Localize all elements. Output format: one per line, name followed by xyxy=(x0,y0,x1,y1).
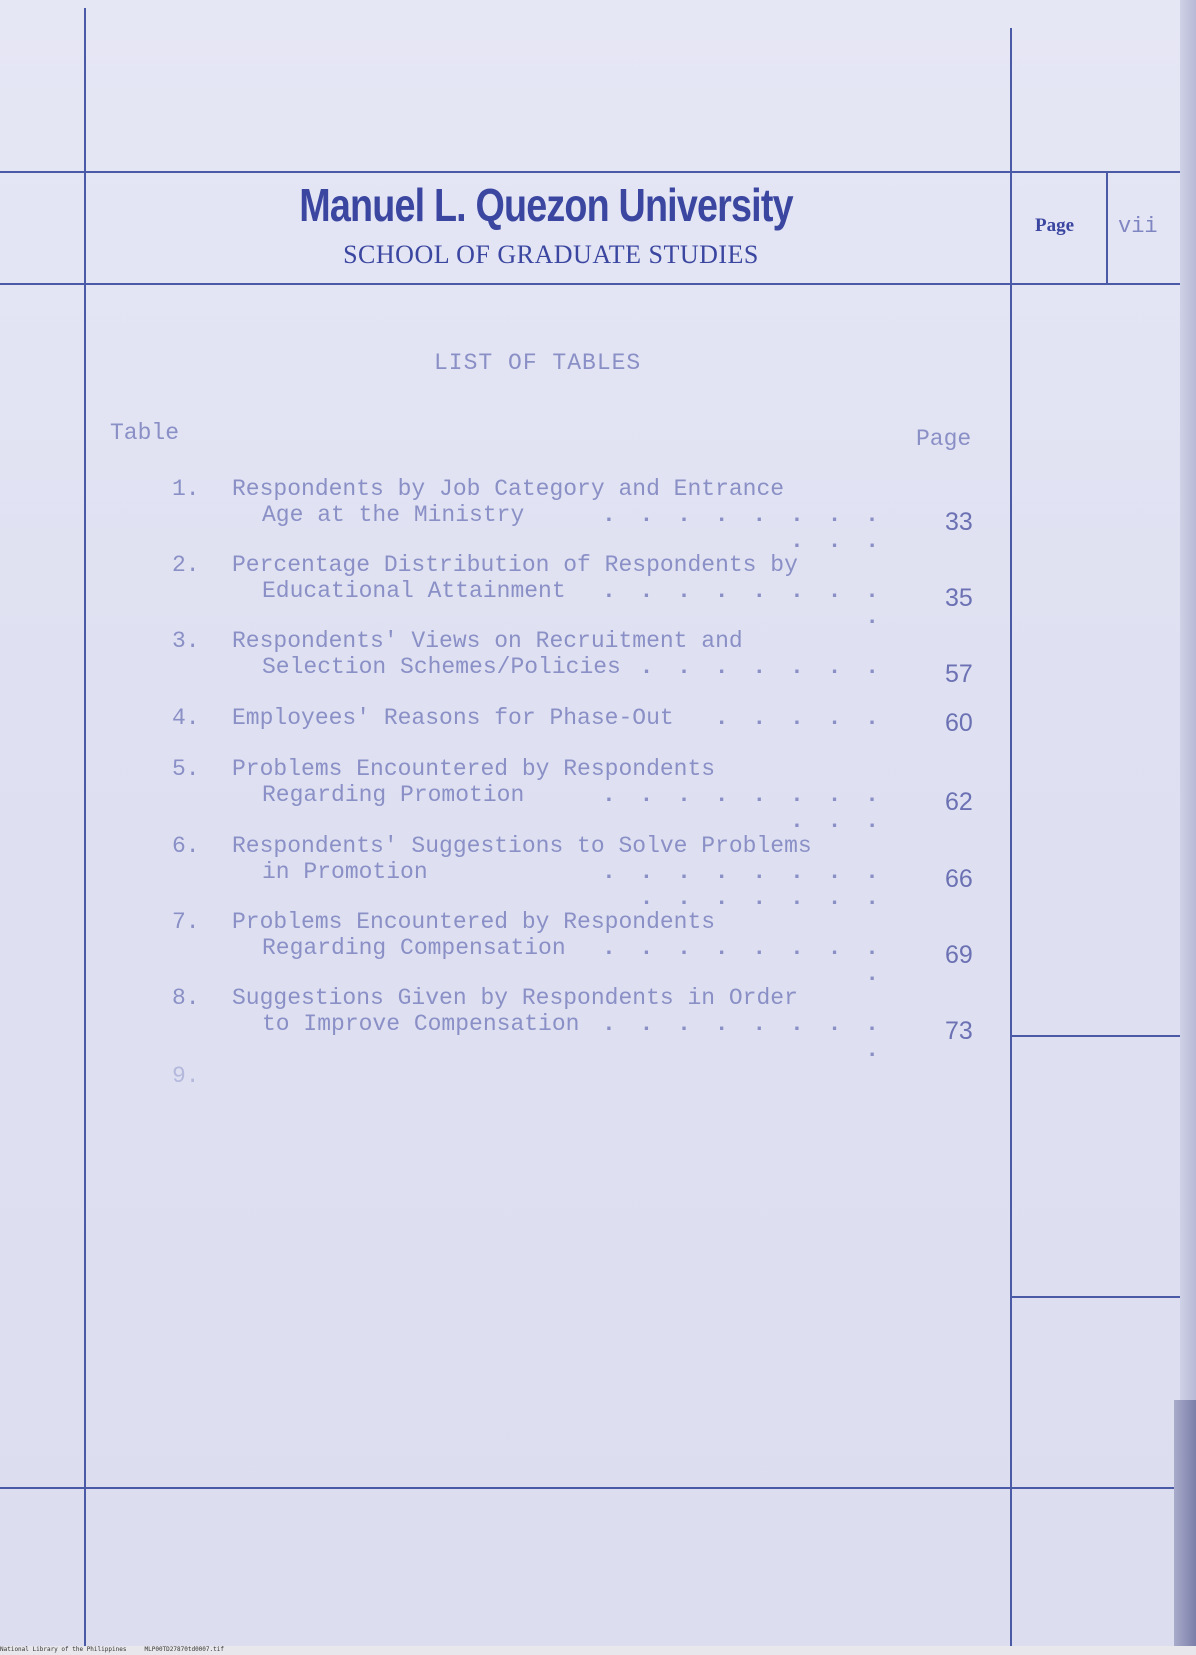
dot-leader: . . . . . . . . . . . xyxy=(601,502,884,554)
entry-title-line1: Problems Encountered by Respondents xyxy=(232,756,716,782)
entry-page: 62 xyxy=(945,788,973,816)
entry-page: 57 xyxy=(945,660,973,688)
dot-leader: . . . . . . . xyxy=(639,654,884,680)
page-box-divider xyxy=(1106,173,1108,285)
side-box-rule-2 xyxy=(1010,1296,1180,1298)
entry-number: 4. xyxy=(172,705,200,731)
column-header-page: Page xyxy=(916,426,972,452)
scan-edge-shadow xyxy=(1174,1400,1196,1655)
university-name: Manuel L. Quezon University xyxy=(299,179,793,231)
entry-number: 5. xyxy=(172,756,200,782)
entry-title-line2: Regarding Compensation xyxy=(262,935,566,961)
entry-title-line2: Selection Schemes/Policies xyxy=(262,654,621,680)
entry-number: 1. xyxy=(172,476,200,502)
dot-leader: . . . . . . . . . xyxy=(601,578,884,630)
school-name: SCHOOL OF GRADUATE STUDIES xyxy=(343,240,759,269)
entry-page: 35 xyxy=(945,584,973,612)
entry-title-line2: Educational Attainment xyxy=(262,578,566,604)
entry-page: 33 xyxy=(945,508,973,536)
entry-title-line1: Percentage Distribution of Respondents by xyxy=(232,552,798,578)
entry-number: 2. xyxy=(172,552,200,578)
footer-rule xyxy=(0,1487,1180,1489)
header-bottom-rule xyxy=(0,283,1180,285)
dot-leader: . . . . . . . . . . . xyxy=(601,782,884,834)
dot-leader: . . . . . xyxy=(714,705,884,731)
right-margin-rule xyxy=(1010,28,1012,1648)
entry-title-line2: to Improve Compensation xyxy=(262,1011,580,1037)
entry-page: 73 xyxy=(945,1017,973,1045)
page-number: vii xyxy=(1118,214,1158,239)
entry-number: 6. xyxy=(172,833,200,859)
entry-page: 66 xyxy=(945,865,973,893)
list-title: LIST OF TABLES xyxy=(434,350,642,376)
side-box-rule-1 xyxy=(1010,1035,1180,1037)
dot-leader: . . . . . . . . . . . . . . . xyxy=(601,859,884,911)
entry-page: 60 xyxy=(945,709,973,737)
dot-leader: . . . . . . . . . xyxy=(601,935,884,987)
entry-page: 69 xyxy=(945,941,973,969)
page-label: Page xyxy=(1035,215,1075,236)
header-top-rule xyxy=(0,171,1180,173)
entry-title-line2: Age at the Ministry xyxy=(262,502,525,528)
entry-title-line1: Respondents' Suggestions to Solve Problems xyxy=(232,833,812,859)
entry-number: 7. xyxy=(172,909,200,935)
entry-number: 8. xyxy=(172,985,200,1011)
column-header-table: Table xyxy=(110,420,180,446)
entry-number: 3. xyxy=(172,628,200,654)
scan-footer: National Library of the Philippines MLP00TD27870td0007.tif xyxy=(0,1646,1196,1655)
entry-title-line2: in Promotion xyxy=(262,859,428,885)
entry-title-line1: Suggestions Given by Respondents in Order xyxy=(232,985,798,1011)
entry-title-line1: Respondents' Views on Recruitment and xyxy=(232,628,743,654)
entry-title-line1: Employees' Reasons for Phase-Out xyxy=(232,705,674,731)
dot-leader: . . . . . . . . . xyxy=(601,1011,884,1063)
entry-title-line1: Respondents by Job Category and Entrance xyxy=(232,476,785,502)
entry-title-line2: Regarding Promotion xyxy=(262,782,525,808)
faint-entry-number: 9. xyxy=(172,1063,200,1089)
entry-title-line1: Problems Encountered by Respondents xyxy=(232,909,716,935)
